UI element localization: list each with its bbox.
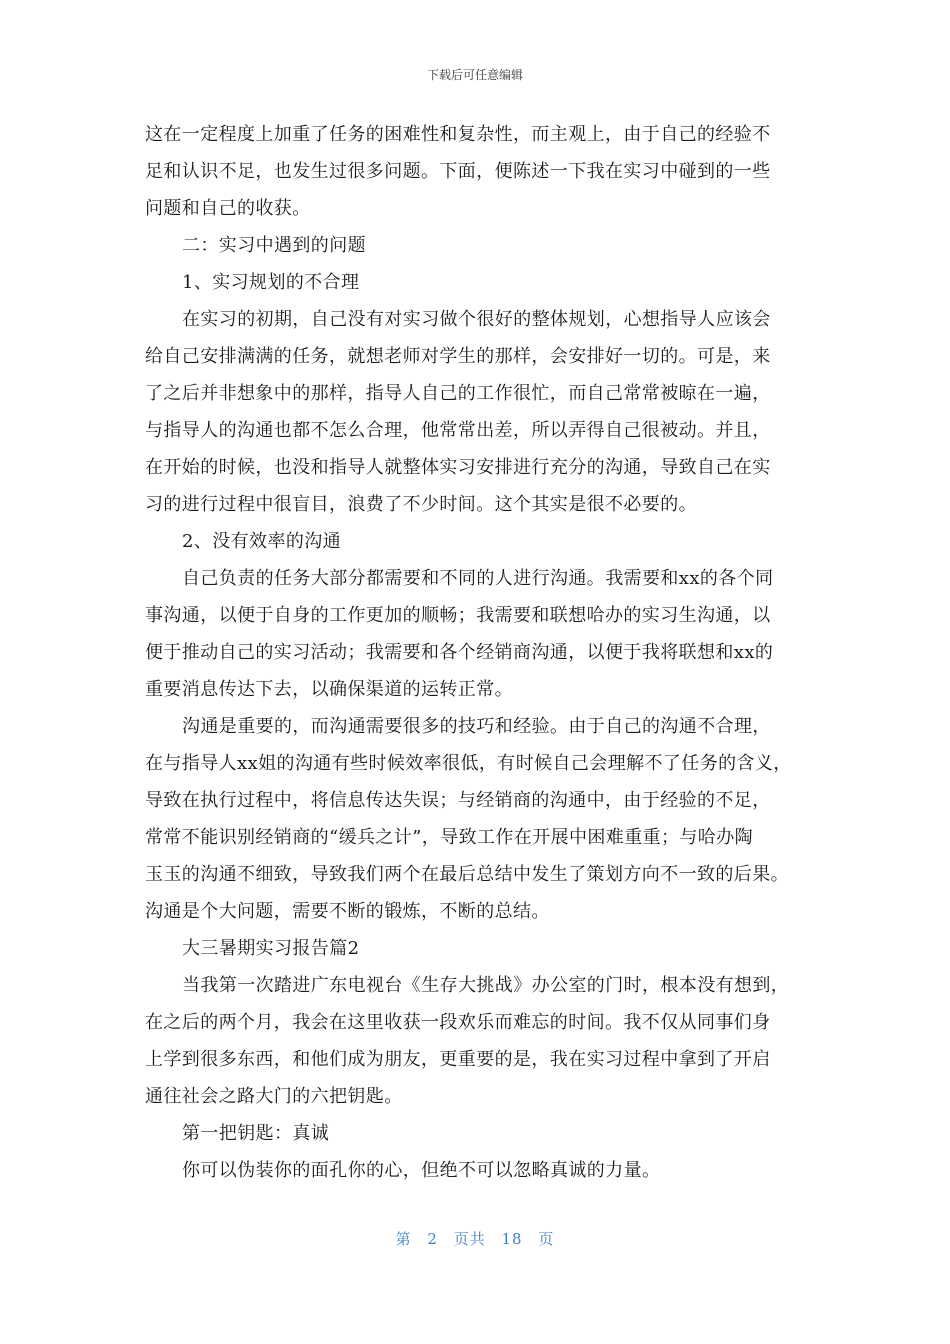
document-body	[145, 116, 817, 1189]
text-line: 在实习的初期，自己没有对实习做个很好的整体规划，心想指导人应该会	[182, 309, 771, 330]
text-line: 导致在执行过程中，将信息传达失误；与经销商的沟通中，由于经验的不足，	[145, 790, 771, 811]
text-line: 问题和自己的收获。	[145, 198, 311, 219]
text-line: 事沟通，以便于自身的工作更加的顺畅；我需要和联想哈办的实习生沟通，以	[145, 605, 771, 626]
text-line: 这在一定程度上加重了任务的困难性和复杂性，而主观上，由于自己的经验不	[145, 124, 771, 145]
text-line: 足和认识不足，也发生过很多问题。下面，便陈述一下我在实习中碰到的一些	[145, 161, 771, 182]
page-header: 下载后可任意编辑	[426, 68, 523, 82]
footer-page-number: 2	[427, 1230, 438, 1248]
text-line: 大三暑期实习报告篇2	[182, 938, 360, 959]
text-line: 当我第一次踏进广东电视台《生存大挑战》办公室的门时，根本没有想到，	[182, 975, 790, 996]
footer-middle: 页共	[453, 1230, 486, 1248]
text-line: 玉玉的沟通不细致，导致我们两个在最后总结中发生了策划方向不一致的后果。	[145, 864, 789, 885]
text-line: 通往社会之路大门的六把钥匙。	[145, 1086, 403, 1107]
text-line: 在与指导人xx姐的沟通有些时候效率很低，有时候自己会理解不了任务的含义，	[145, 753, 792, 774]
text-line: 给自己安排满满的任务，就想老师对学生的那样，会安排好一切的。可是，来	[145, 346, 771, 367]
text-line: 2、没有效率的沟通	[182, 531, 342, 552]
text-line: 二：实习中遇到的问题	[182, 235, 366, 256]
footer-total-pages: 18	[501, 1230, 523, 1248]
text-line: 在之后的两个月，我会在这里收获一段欢乐而难忘的时间。我不仅从同事们身	[145, 1012, 771, 1033]
text-line: 习的进行过程中很盲目，浪费了不少时间。这个其实是很不必要的。	[145, 494, 697, 515]
text-line: 常常不能识别经销商的“缓兵之计”，导致工作在开展中困难重重；与哈办陶	[145, 827, 754, 848]
text-line: 在开始的时候，也没和指导人就整体实习安排进行充分的沟通，导致自己在实	[145, 457, 771, 478]
text-line: 1、实习规划的不合理	[182, 272, 360, 293]
text-line: 了之后并非想象中的那样，指导人自己的工作很忙，而自己常常被晾在一遍，	[145, 383, 771, 404]
text-line: 第一把钥匙：真诚	[182, 1123, 330, 1144]
text-line: 上学到很多东西，和他们成为朋友，更重要的是，我在实习过程中拿到了开启	[145, 1049, 771, 1070]
text-line: 沟通是重要的，而沟通需要很多的技巧和经验。由于自己的沟通不合理，	[182, 716, 771, 737]
text-line: 便于推动自己的实习活动；我需要和各个经销商沟通，以便于我将联想和xx的	[145, 642, 774, 663]
text-line: 沟通是个大问题，需要不断的锻炼，不断的总结。	[145, 901, 550, 922]
text-line: 自己负责的任务大部分都需要和不同的人进行沟通。我需要和xx的各个同	[182, 568, 774, 589]
text-line: 你可以伪装你的面孔你的心，但绝不可以忽略真诚的力量。	[182, 1160, 661, 1181]
text-line: 重要消息传达下去，以确保渠道的运转正常。	[145, 679, 513, 700]
footer-suffix: 页	[538, 1230, 555, 1248]
text-line: 与指导人的沟通也都不怎么合理，他常常出差，所以弄得自己很被动。并且，	[145, 420, 771, 441]
footer-prefix: 第	[395, 1230, 412, 1248]
page-footer	[0, 1228, 950, 1249]
